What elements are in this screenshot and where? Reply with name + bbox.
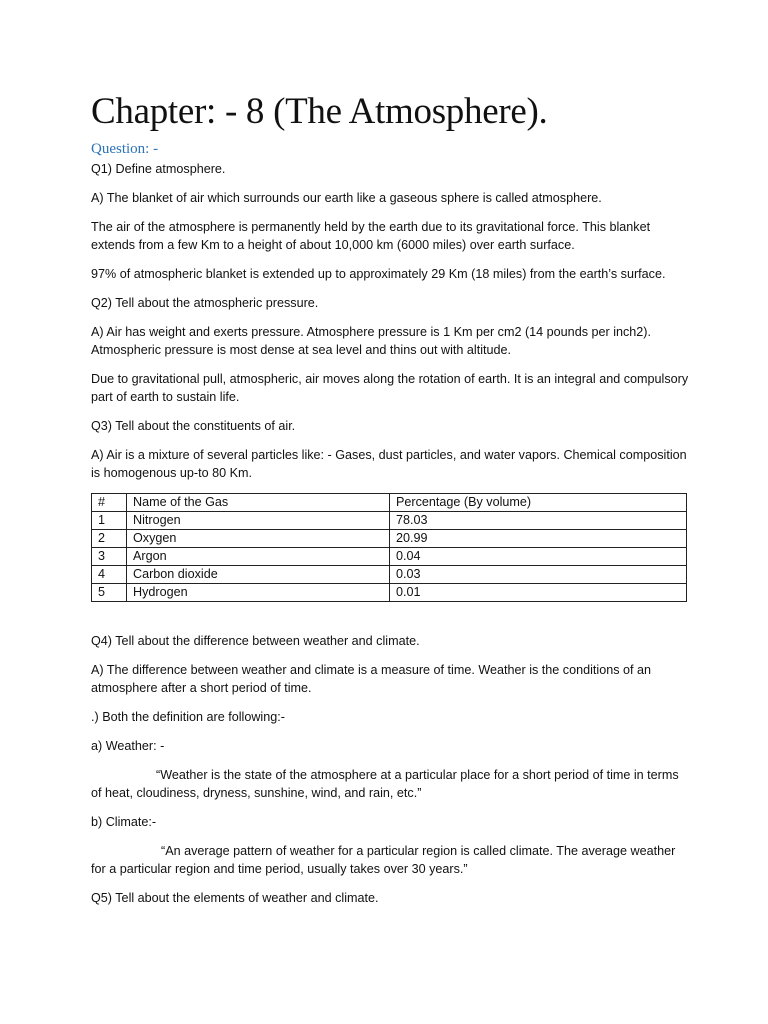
table-cell-percentage: 20.99 [390, 530, 687, 548]
table-cell-gas: Nitrogen [127, 512, 390, 530]
table-cell-gas: Argon [127, 548, 390, 566]
table-cell-number: 1 [92, 512, 127, 530]
gas-composition-table [91, 493, 687, 602]
q1-question: Q1) Define atmosphere. [91, 162, 226, 176]
q5-question: Q5) Tell about the elements of weather and climate. [91, 891, 379, 905]
table-cell-number: 4 [92, 566, 127, 584]
question-subheading: Question: - [91, 141, 159, 157]
definitions-intro: .) Both the definition are following:- [91, 710, 285, 724]
table-cell-gas: Oxygen [127, 530, 390, 548]
table-row [92, 548, 687, 566]
q2-answer: A) Air has weight and exerts pressure. Atmosphere pressure is 1 Km per cm2 (14 pounds per inch2). Atmospheric pressure is most dense at sea level and thins out with altitude. [91, 325, 651, 357]
weather-heading: a) Weather: - [91, 739, 165, 753]
table-cell-percentage: 0.01 [390, 584, 687, 602]
table-header-gas: Name of the Gas [127, 494, 390, 512]
table-header-row [92, 494, 687, 512]
q1-paragraph-gravity: The air of the atmosphere is permanently held by the earth due to its gravitational force. This blanket extends from a few Km to a height of about 10,000 km (6000 miles) over earth surface. [91, 220, 651, 252]
table-cell-number: 5 [92, 584, 127, 602]
chapter-title: Chapter: - 8 (The Atmosphere). [91, 91, 548, 132]
q1-paragraph-extent: 97% of atmospheric blanket is extended up to approximately 29 Km (18 miles) from the earth’s surface. [91, 267, 666, 281]
q4-question: Q4) Tell about the difference between weather and climate. [91, 634, 420, 648]
climate-definition: “An average pattern of weather for a particular region is called climate. The average weather for a particular region and time period, usually takes over 30 years.” [91, 844, 676, 876]
table-cell-percentage: 0.03 [390, 566, 687, 584]
table-cell-gas: Hydrogen [127, 584, 390, 602]
climate-heading: b) Climate:- [91, 815, 157, 829]
table-cell-number: 2 [92, 530, 127, 548]
table-cell-percentage: 0.04 [390, 548, 687, 566]
table-header-percentage: Percentage (By volume) [390, 494, 687, 512]
table-cell-percentage: 78.03 [390, 512, 687, 530]
q4-answer: A) The difference between weather and climate is a measure of time. Weather is the conditions of an atmosphere after a short period of time. [91, 663, 652, 695]
table-header-number: # [92, 494, 127, 512]
table-cell-number: 3 [92, 548, 127, 566]
q1-answer: A) The blanket of air which surrounds our earth like a gaseous sphere is called atmosphere. [91, 191, 602, 205]
table-row [92, 584, 687, 602]
q2-question: Q2) Tell about the atmospheric pressure. [91, 296, 319, 310]
q3-answer: A) Air is a mixture of several particles like: - Gases, dust particles, and water vapors. Chemical composition is homogenous up-to 80 Km. [91, 448, 687, 480]
q3-question: Q3) Tell about the constituents of air. [91, 419, 296, 433]
q2-paragraph-rotation: Due to gravitational pull, atmospheric, air moves along the rotation of earth. It is an integral and compulsory part of earth to sustain life. [91, 372, 689, 404]
document-body [91, 88, 691, 918]
table-row [92, 512, 687, 530]
table-row [92, 566, 687, 584]
table-cell-gas: Carbon dioxide [127, 566, 390, 584]
weather-definition: “Weather is the state of the atmosphere at a particular place for a short period of time in terms of heat, cloudiness, dryness, sunshine, wind, and rain, etc.” [91, 768, 679, 800]
table-row [92, 530, 687, 548]
